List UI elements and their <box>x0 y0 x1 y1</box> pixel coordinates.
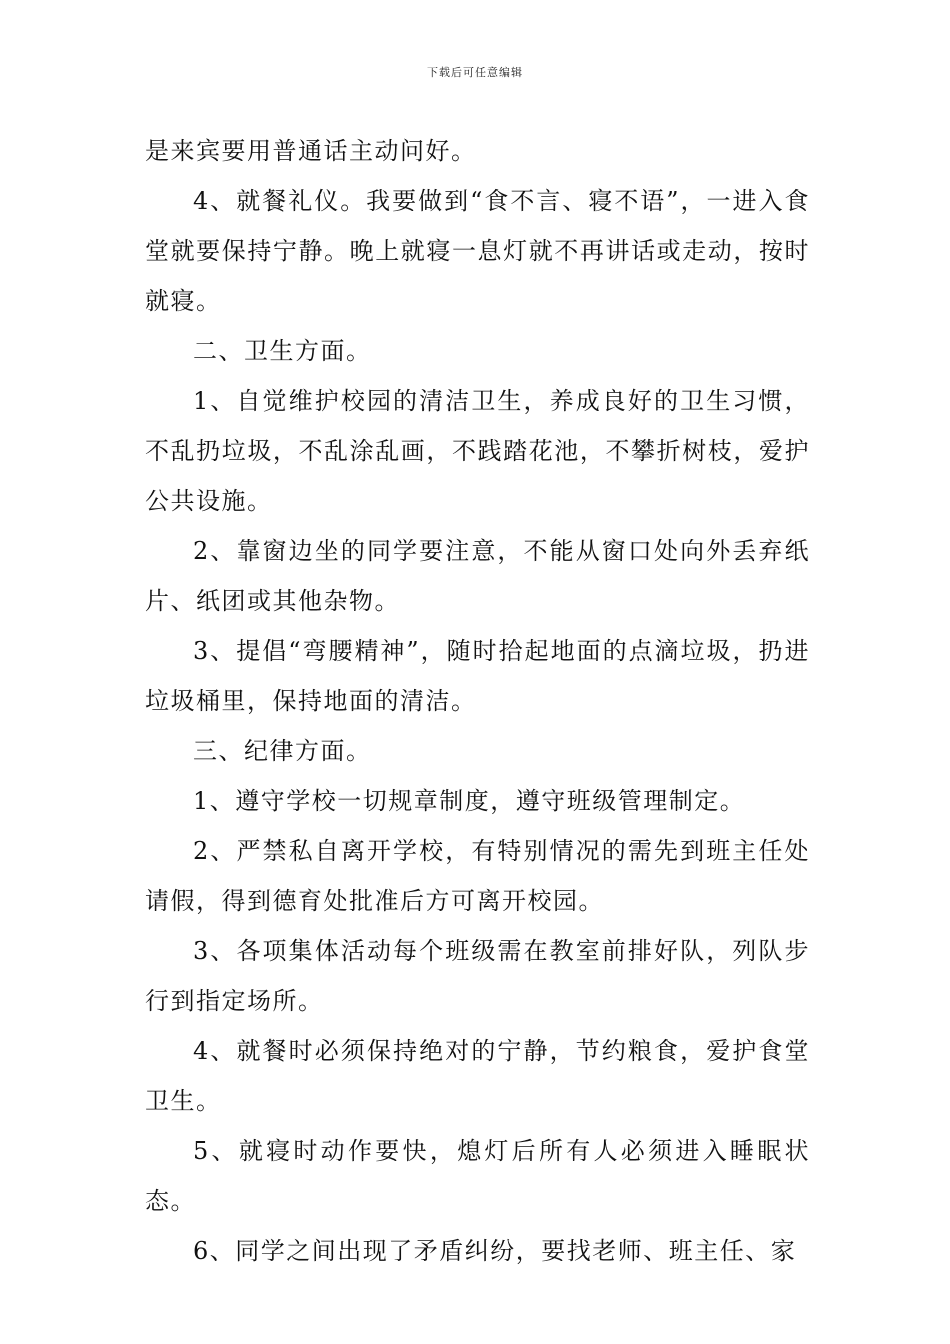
paragraph: 4、就餐时必须保持绝对的宁静，节约粮食，爱护食堂卫生。 <box>145 1037 810 1115</box>
paragraph: 5、就寝时动作要快，熄灯后所有人必须进入睡眠状态。 <box>145 1137 810 1215</box>
paragraph: 是来宾要用普通话主动问好。 <box>145 137 477 165</box>
paragraph: 2、靠窗边坐的同学要注意，不能从窗口处向外丢弃纸片、纸团或其他杂物。 <box>145 537 810 615</box>
document-body <box>145 126 810 1276</box>
header-note: 下载后可任意编辑 <box>427 66 523 79</box>
section-heading: 三、纪律方面。 <box>193 737 372 765</box>
paragraph: 3、各项集体活动每个班级需在教室前排好队，列队步行到指定场所。 <box>145 937 810 1015</box>
paragraph: 1、自觉维护校园的清洁卫生，养成良好的卫生习惯，不乱扔垃圾，不乱涂乱画，不践踏花池，不攀折树枝，爱护公共设施。 <box>145 387 810 515</box>
paragraph: 2、严禁私自离开学校，有特别情况的需先到班主任处请假，得到德育处批准后方可离开校园。 <box>145 837 810 915</box>
paragraph: 4、就餐礼仪。我要做到“食不言、寝不语”，一进入食堂就要保持宁静。晚上就寝一息灯就不再讲话或走动，按时就寝。 <box>145 187 810 315</box>
paragraph: 1、遵守学校一切规章制度，遵守班级管理制定。 <box>193 787 746 815</box>
paragraph: 3、提倡“弯腰精神”，随时拾起地面的点滴垃圾，扔进垃圾桶里，保持地面的清洁。 <box>145 637 810 715</box>
paragraph: 6、同学之间出现了矛盾纠纷，要找老师、班主任、家 <box>193 1237 797 1265</box>
section-heading: 二、卫生方面。 <box>193 337 372 365</box>
